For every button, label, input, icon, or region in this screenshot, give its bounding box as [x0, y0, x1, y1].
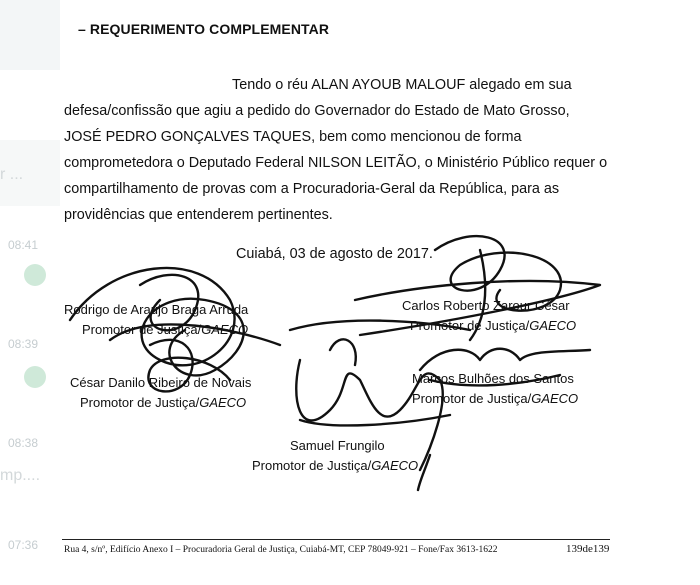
- background-time: 08:39: [8, 337, 39, 351]
- signatory-role: Promotor de Justiça/GAECO: [82, 322, 249, 337]
- signatory-name: Marcos Bulhões dos Santos: [412, 371, 574, 386]
- signatory-name: César Danilo Ribeiro de Novais: [70, 375, 252, 390]
- body-line: comprometedora o Deputado Federal NILSON LEITÃO, o Ministério Público requer o: [64, 155, 608, 171]
- signatory-role: Promotor de Justiça/GAECO: [252, 458, 419, 473]
- background-ellipsis: r ...: [0, 166, 24, 183]
- signatory-name: Rodrigo de Araújo Braga Arruda: [64, 302, 249, 317]
- signatory-block: [64, 300, 248, 340]
- signature-marcos: [420, 349, 590, 370]
- body-line: JOSÉ PEDRO GONÇALVES TAQUES, bem como mencionou de forma: [64, 129, 522, 145]
- background-time: 08:41: [8, 238, 39, 252]
- signatory-block: [70, 373, 251, 413]
- signatory-name: Carlos Roberto Zarour César: [402, 298, 570, 313]
- signatory-block: [402, 296, 576, 336]
- body-line: Tendo o réu ALAN AYOUB MALOUF alegado em sua: [232, 77, 572, 93]
- place-date: Cuiabá, 03 de agosto de 2017.: [236, 246, 433, 262]
- background-time: 08:38: [8, 436, 39, 450]
- footer-divider: [62, 539, 610, 540]
- footer-address: Rua 4, s/nº, Edifício Anexo I – Procuradoria Geral de Justiça, Cuiabá-MT, CEP 78049-921 – Fone/Fax 3613-1622: [64, 545, 498, 555]
- background-ellipsis: mp....: [0, 467, 41, 484]
- signatory-name: Samuel Frungilo: [290, 438, 385, 453]
- signatory-block: [412, 369, 578, 409]
- signatory-role: Promotor de Justiça/GAECO: [410, 318, 577, 333]
- background-time: 07:36: [8, 538, 39, 552]
- document-heading: – REQUERIMENTO COMPLEMENTAR: [78, 21, 330, 37]
- body-line: providências que entenderem pertinentes.: [64, 207, 333, 223]
- signatory-block: [252, 436, 418, 476]
- page-number: 139de139: [566, 543, 610, 555]
- body-line: compartilhamento de provas com a Procuradoria-Geral da República, para as: [64, 181, 560, 197]
- signatory-role: Promotor de Justiça/GAECO: [412, 391, 579, 406]
- body-line: defesa/confissão que agiu a pedido do Governador do Estado de Mato Grosso,: [64, 103, 570, 119]
- document-body: [64, 72, 634, 228]
- signatory-role: Promotor de Justiça/GAECO: [80, 395, 247, 410]
